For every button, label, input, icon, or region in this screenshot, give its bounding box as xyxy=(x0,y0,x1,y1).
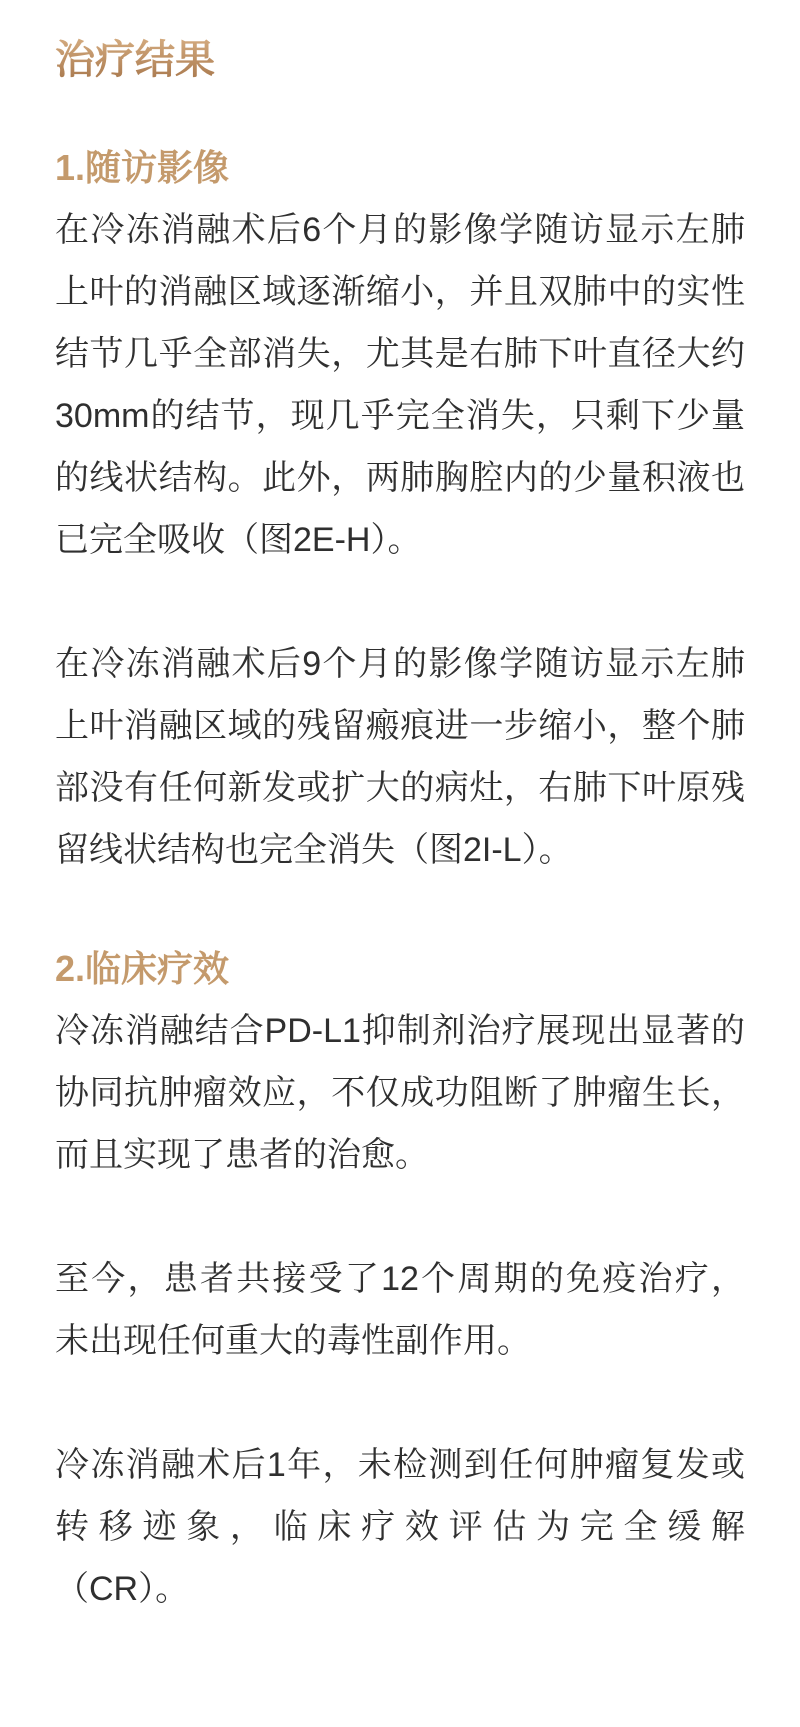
text-line: 30mm的结节，现几乎完全消失，只剩下少量 xyxy=(55,397,745,435)
text-line: 上叶的消融区域逐渐缩小，并且双肺中的实性 xyxy=(55,273,745,311)
text-line: 在冷冻消融术后9个月的影像学随访显示左肺 xyxy=(55,645,745,683)
text-line: 结节几乎全部消失，尤其是右肺下叶直径大约 xyxy=(55,335,745,373)
text-line: 协同抗肿瘤效应，不仅成功阻断了肿瘤生长， xyxy=(55,1074,745,1112)
text-line: 留线状结构也完全消失（图2I-L）。 xyxy=(55,831,573,869)
text-line: 在冷冻消融术后6个月的影像学随访显示左肺 xyxy=(55,211,745,249)
text-line: 未出现任何重大的毒性副作用。 xyxy=(55,1322,531,1360)
paragraph xyxy=(55,1248,745,1372)
text-line: 而且实现了患者的治愈。 xyxy=(55,1136,429,1174)
text-line: 冷冻消融术后1年，未检测到任何肿瘤复发或 xyxy=(55,1446,745,1484)
paragraph xyxy=(55,1000,745,1186)
paragraph xyxy=(55,1434,745,1620)
text-line: （CR）。 xyxy=(55,1570,190,1608)
paragraph xyxy=(55,199,745,571)
text-line: 冷冻消融结合PD-L1抑制剂治疗展现出显著的 xyxy=(55,1012,745,1050)
text-line: 已完全吸收（图2E-H）。 xyxy=(55,521,422,559)
section-2 xyxy=(55,947,745,1620)
paragraph xyxy=(55,633,745,881)
text-line: 部没有任何新发或扩大的病灶，右肺下叶原残 xyxy=(55,769,745,807)
section-heading: 1.随访影像 xyxy=(55,147,230,188)
text-line: 转移迹象，临床疗效评估为完全缓解 xyxy=(55,1508,745,1546)
article-title: 治疗结果 xyxy=(55,36,745,84)
text-line: 至今，患者共接受了12个周期的免疫治疗， xyxy=(55,1260,745,1298)
section-1 xyxy=(55,146,745,881)
text-line: 的线状结构。此外，两肺胸腔内的少量积液也 xyxy=(55,459,745,497)
article-sections xyxy=(55,146,745,1620)
text-line: 上叶消融区域的残留瘢痕进一步缩小，整个肺 xyxy=(55,707,745,745)
section-heading: 2.临床疗效 xyxy=(55,948,230,989)
